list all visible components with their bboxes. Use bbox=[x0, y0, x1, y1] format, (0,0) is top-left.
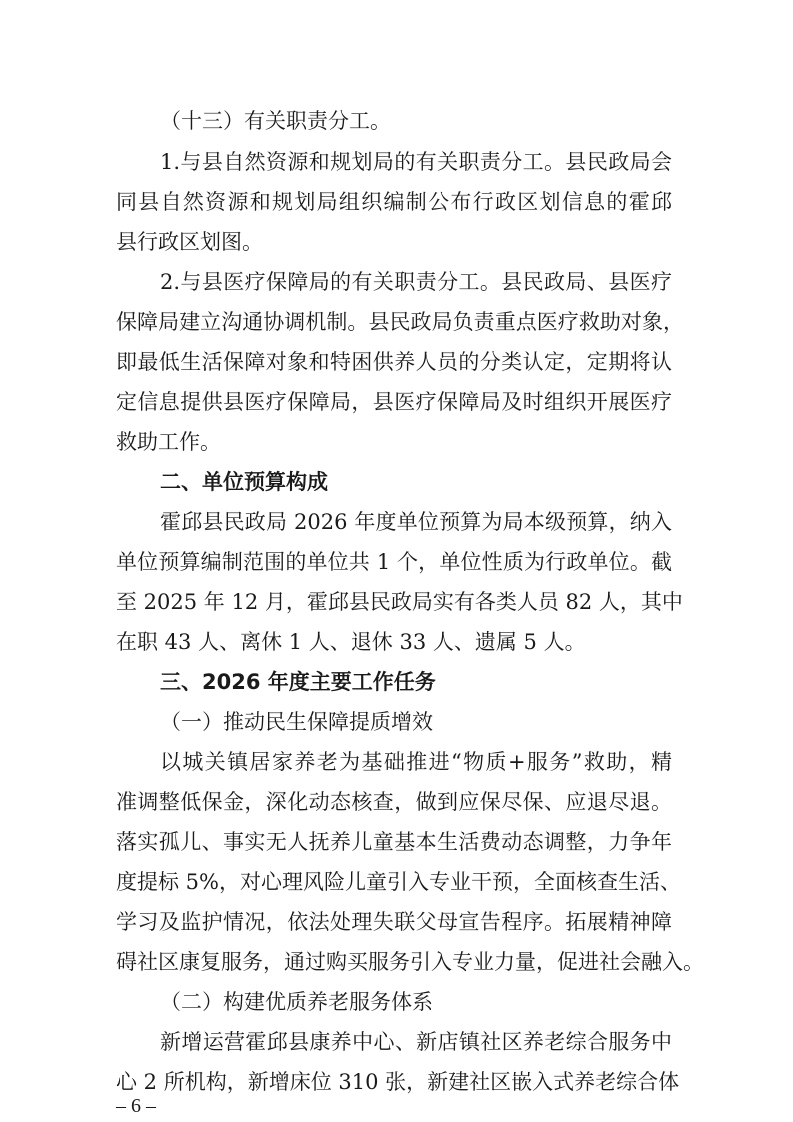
paragraph-line: 2.与县医疗保障局的有关职责分工。县民政局、县医疗 bbox=[160, 270, 672, 294]
paragraph-line: 在职 43 人、离休 1 人、退休 33 人、遗属 5 人。 bbox=[116, 630, 586, 654]
subsection-heading-2: （二）构建优质养老服务体系 bbox=[160, 990, 433, 1014]
subsection-heading-1: （一）推动民生保障提质增效 bbox=[160, 710, 433, 734]
paragraph-line: 即最低生活保障对象和特困供养人员的分类认定，定期将认 bbox=[116, 350, 672, 374]
paragraph-line: 救助工作。 bbox=[116, 430, 221, 454]
page-number: – 6 – bbox=[116, 1095, 156, 1117]
paragraph-line: 落实孤儿、事实无人抚养儿童基本生活费动态调整，力争年 bbox=[116, 830, 672, 854]
paragraph-line: 定信息提供县医疗保障局，县医疗保障局及时组织开展医疗 bbox=[116, 390, 672, 414]
paragraph-line: 学习及监护情况，依法处理失联父母宣告程序。拓展精神障 bbox=[116, 910, 672, 934]
paragraph-line: 县行政区划图。 bbox=[116, 230, 263, 254]
paragraph-line: 心 2 所机构，新增床位 310 张，新建社区嵌入式养老综合体 bbox=[116, 1070, 680, 1094]
paragraph-line: 新增运营霍邱县康养中心、新店镇社区养老综合服务中 bbox=[160, 1030, 672, 1054]
paragraph-line: 至 2025 年 12 月，霍邱县民政局实有各类人员 82 人，其中 bbox=[116, 590, 683, 614]
paragraph-line: 度提标 5%，对心理风险儿童引入专业干预，全面核查生活、 bbox=[116, 870, 681, 894]
paragraph-line: 准调整低保金，深化动态核查，做到应保尽保、应退尽退。 bbox=[116, 790, 672, 814]
paragraph-line: 碍社区康复服务，通过购买服务引入专业力量，促进社会融入。 bbox=[116, 950, 704, 974]
section-heading-2: 二、单位预算构成 bbox=[160, 470, 328, 494]
section-heading-3: 三、2026 年度主要工作任务 bbox=[160, 670, 436, 694]
paragraph-line: 以城关镇居家养老为基础推进“物质+服务”救助，精 bbox=[160, 750, 672, 774]
paragraph-line: 保障局建立沟通协调机制。县民政局负责重点医疗救助对象， bbox=[116, 310, 684, 334]
paragraph-line: 单位预算编制范围的单位共 1 个，单位性质为行政单位。截 bbox=[116, 550, 672, 574]
paragraph-line: 1.与县自然资源和规划局的有关职责分工。县民政局会 bbox=[160, 150, 672, 174]
paragraph-line: 霍邱县民政局 2026 年度单位预算为局本级预算，纳入 bbox=[160, 510, 672, 534]
section-heading-13: （十三）有关职责分工。 bbox=[160, 109, 391, 133]
paragraph-line: 同县自然资源和规划局组织编制公布行政区划信息的霍邱 bbox=[116, 190, 672, 214]
